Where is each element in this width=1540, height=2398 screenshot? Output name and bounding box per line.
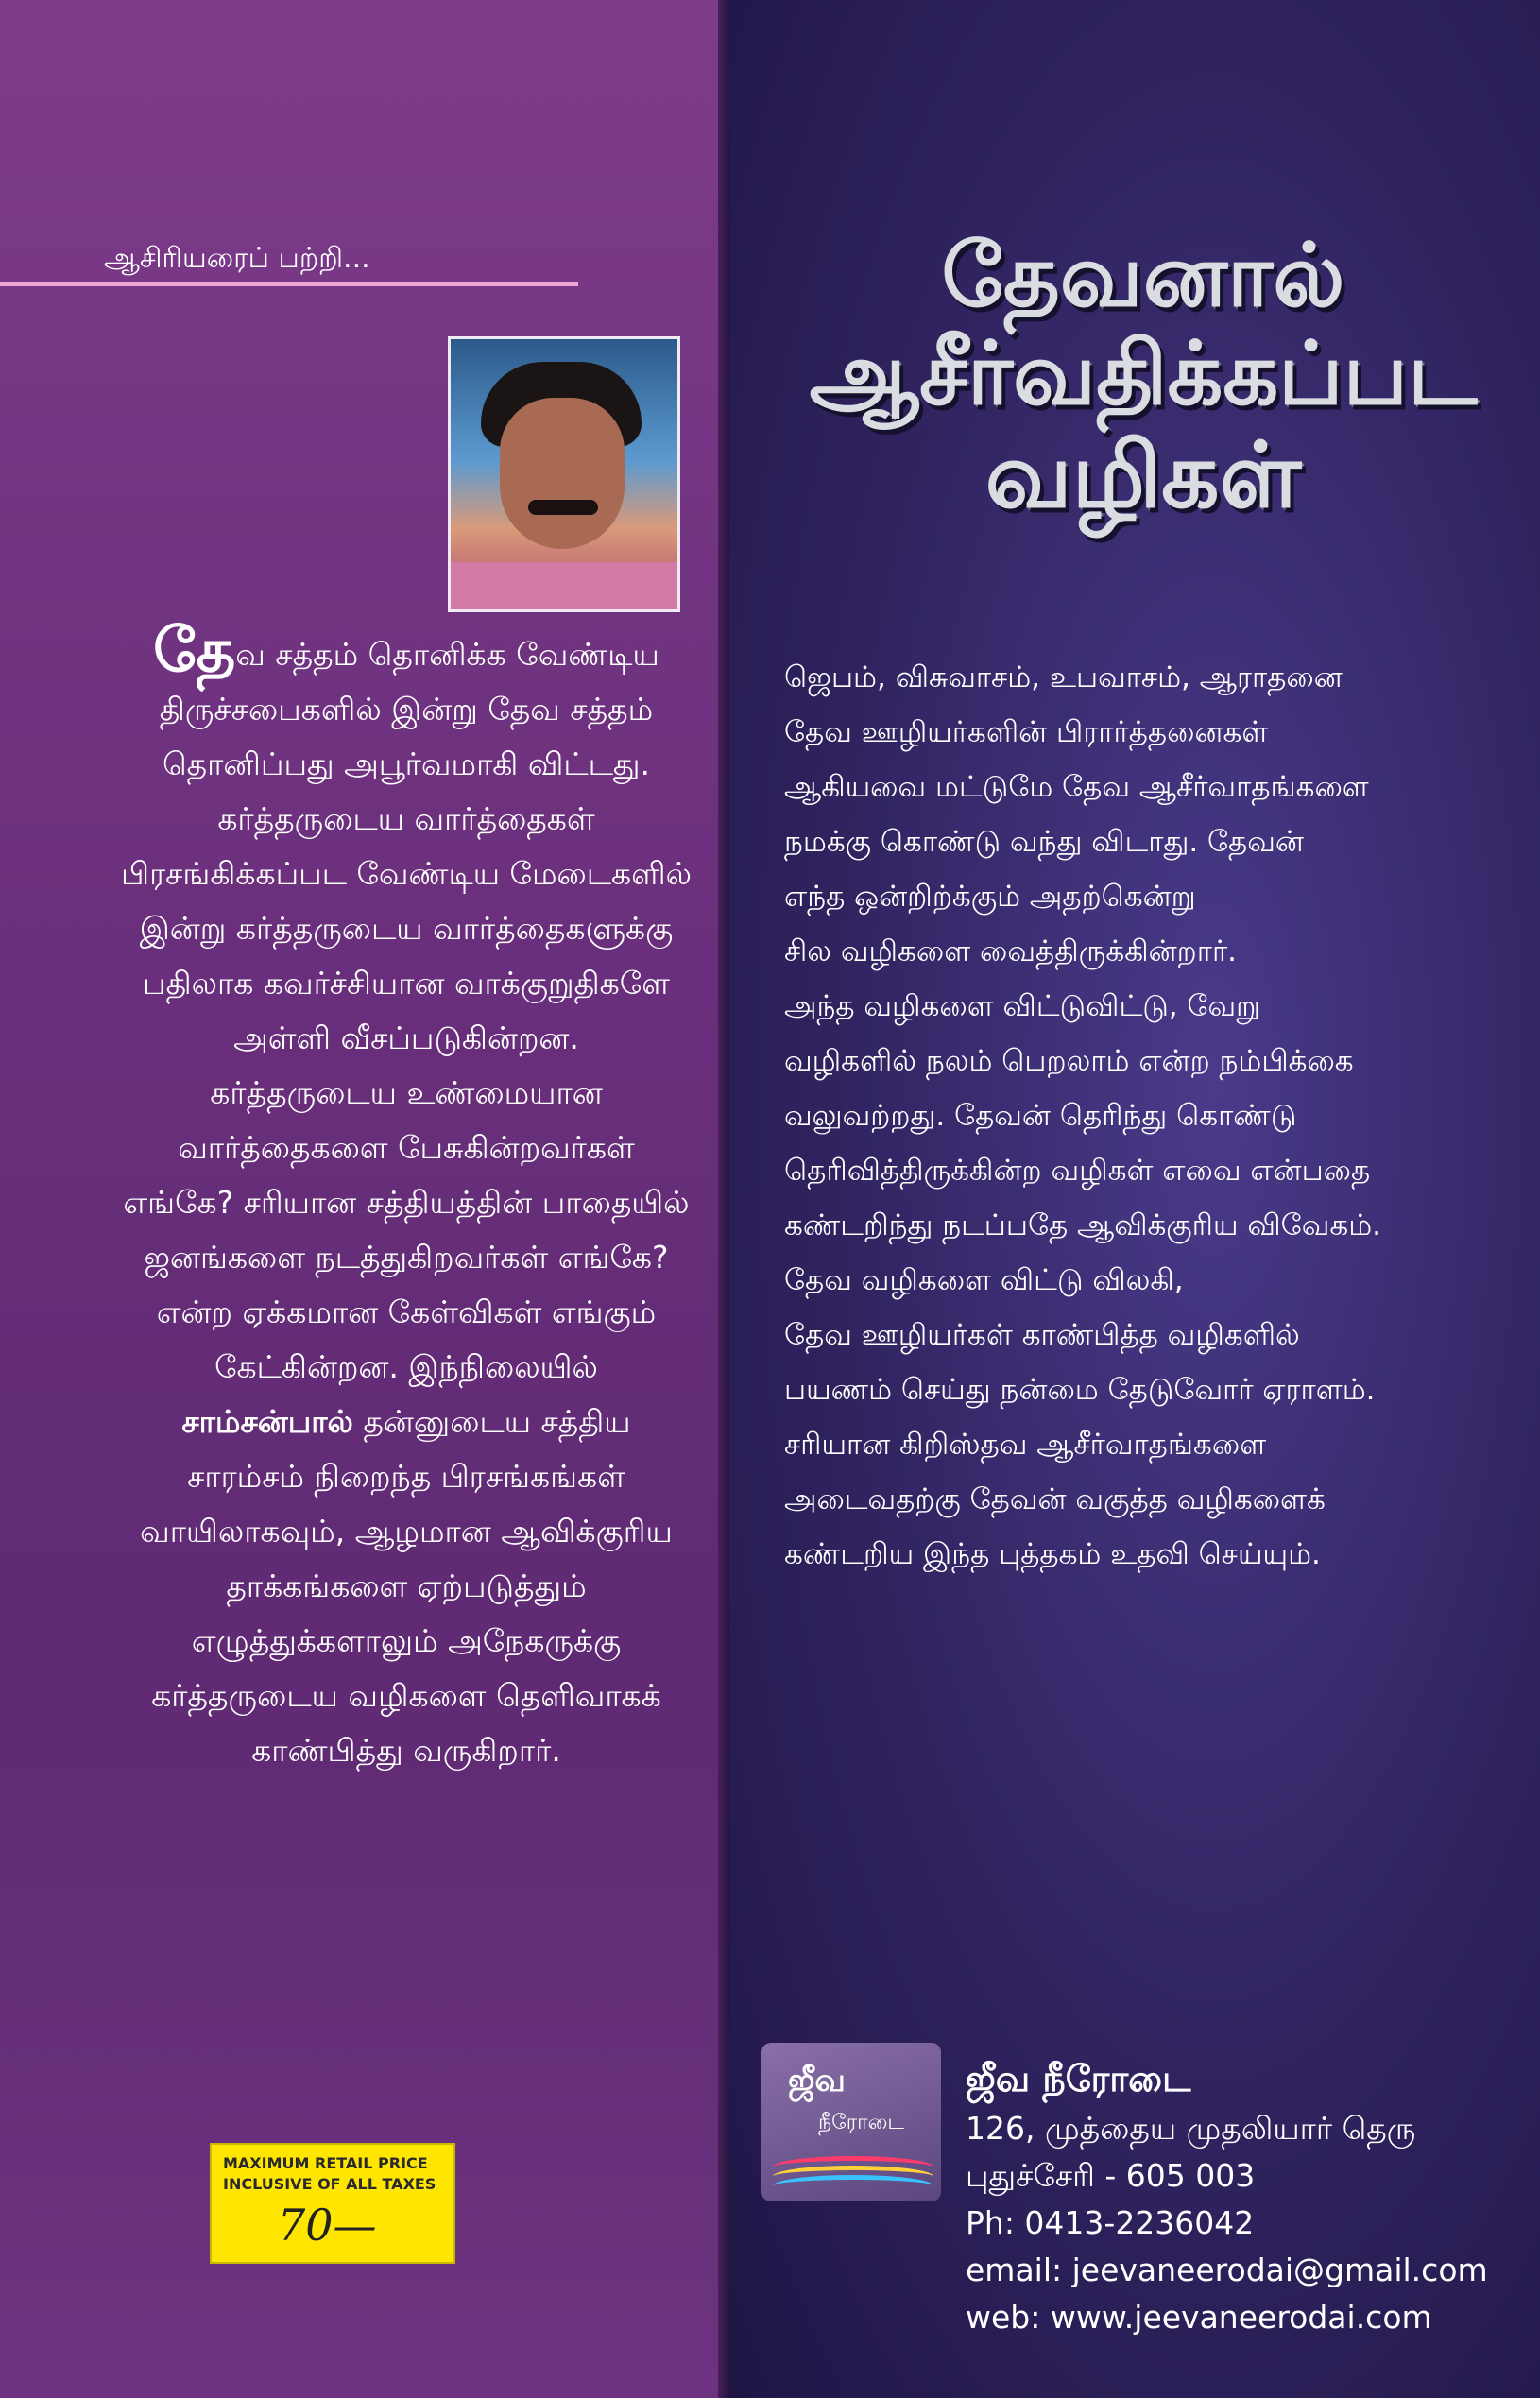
bio-line [85,616,727,686]
author-name: சாம்சன்பால் [181,1403,353,1440]
bio-line: காண்பித்து வருகிறார். [251,1732,561,1769]
bio-line: என்ற ஏக்கமான கேள்விகள் எங்கும் [156,1293,657,1330]
author-photo [448,336,680,612]
bio-line-text: தன்னுடைய சத்திய [363,1403,631,1440]
blurb-line: தேவ வழிகளை விட்டு விலகி, [784,1263,1184,1297]
logo-wave [773,2175,933,2197]
bio-line: அள்ளி வீசப்படுகின்றன. [233,1019,579,1056]
blurb-line: ஆகியவை மட்டுமே தேவ ஆசீர்வாதங்களை [784,770,1369,804]
sticker-text: INCLUSIVE OF ALL TAXES [223,2175,436,2193]
blurb-line: ஜெபம், விசுவாசம், உபவாசம், ஆராதனை [784,660,1343,694]
heading-rule [0,282,578,286]
blurb-line: அந்த வழிகளை விட்டுவிட்டு, வேறு [784,989,1261,1023]
bio-line: கர்த்தருடைய வார்த்தைகள் [217,800,595,837]
author-bio [85,616,727,1778]
about-author-heading: ஆசிரியரைப் பற்றி... [104,242,370,275]
book-title-line: தேவனால் [941,225,1345,326]
publisher-web: web: www.jeevaneerodai.com [966,2299,1432,2336]
bio-line: எழுத்துக்களாலும் அநேகருக்கு [191,1622,622,1659]
publisher-info [966,2058,1488,2341]
blurb-line: தேவ ஊழியர்கள் காண்பித்த வழிகளில் [784,1318,1300,1352]
blurb-line: கண்டறிய இந்த புத்தகம் உதவி செய்யும். [784,1537,1321,1571]
publisher-city: புதுச்சேரி - 605 003 [966,2157,1256,2194]
bio-line: திருச்சபைகளில் இன்று தேவ சத்தம் [159,691,654,728]
bio-line: சாரம்சம் நிறைந்த பிரசங்கங்கள் [187,1458,625,1495]
logo-text: நீரோடை [818,2111,904,2134]
bio-line [85,1395,727,1449]
book-title-line: ஆசீர்வதிக்கப்பட [809,323,1478,424]
author-photo-shirt [451,562,677,612]
bio-line: கேட்கின்றன. இந்நிலையில் [214,1348,598,1385]
bio-line: பிரசங்கிக்கப்பட வேண்டிய மேடைகளில் [121,855,692,892]
publisher-email: email: jeevaneerodai@gmail.com [966,2252,1488,2288]
blurb-line: அடைவதற்கு தேவன் வகுத்த வழிகளைக் [784,1482,1326,1516]
bio-line: வார்த்தைகளை பேசுகின்றவர்கள் [178,1129,635,1166]
blurb-line: பயணம் செய்து நன்மை தேடுவோர் ஏராளம். [784,1373,1376,1407]
publisher-logo [761,2043,941,2201]
publisher-address: 126, முத்தைய முதலியார் தெரு [966,2110,1416,2147]
blurb-line: தேவ ஊழியர்களின் பிரார்த்தனைகள் [784,715,1269,749]
author-photo-face [500,398,625,549]
book-title [746,227,1540,527]
blurb-line: வலுவற்றது. தேவன் தெரிந்து கொண்டு [784,1099,1297,1133]
bio-line-text: வ சத்தம் தொனிக்க வேண்டிய [235,636,659,673]
blurb-line: தெரிவித்திருக்கின்ற வழிகள் எவை என்பதை [784,1154,1371,1188]
handwritten-price: 70— [278,2200,377,2251]
book-blurb [784,650,1502,1582]
bio-line: எங்கே? சரியான சத்தியத்தின் பாதையில் [123,1184,690,1221]
logo-text: ஜீவ [788,2062,846,2099]
author-photo-mustache [528,500,598,515]
bio-line: இன்று கர்த்தருடைய வார்த்தைகளுக்கு [139,910,674,947]
blurb-line: வழிகளில் நலம் பெறலாம் என்ற நம்பிக்கை [784,1044,1354,1078]
blurb-line: சில வழிகளை வைத்திருக்கின்றார். [784,934,1238,968]
bio-line: கர்த்தருடைய வழிகளை தெளிவாகக் [151,1677,661,1714]
blurb-line: நமக்கு கொண்டு வந்து விடாது. தேவன் [784,825,1304,859]
bio-line: தொனிப்பது அபூர்வமாகி விட்டது. [162,745,651,782]
bio-dropcap: தே [153,616,236,686]
blurb-line: எந்த ஒன்றிற்க்கும் அதற்கென்று [784,880,1196,914]
publisher-phone: Ph: 0413-2236042 [966,2204,1255,2241]
sticker-text: MAXIMUM RETAIL PRICE [223,2154,428,2172]
bio-line: வாயிலாகவும், ஆழமான ஆவிக்குரிய [140,1513,673,1550]
bio-line: தாக்கங்களை ஏற்படுத்தும் [226,1567,587,1604]
bio-line: பதிலாக கவர்ச்சியான வாக்குறுதிகளே [143,965,670,1002]
bio-line: ஜனங்களை நடத்துகிறவர்கள் எங்கே? [144,1239,669,1276]
publisher-name: ஜீவ நீரோடை [966,2058,1191,2099]
book-title-line: வழிகள் [984,422,1302,528]
blurb-line: கண்டறிந்து நடப்பதே ஆவிக்குரிய விவேகம். [784,1208,1381,1242]
price-sticker [210,2143,455,2264]
bio-line: கர்த்தருடைய உண்மையான [210,1074,603,1111]
blurb-line: சரியான கிறிஸ்தவ ஆசீர்வாதங்களை [784,1428,1267,1462]
